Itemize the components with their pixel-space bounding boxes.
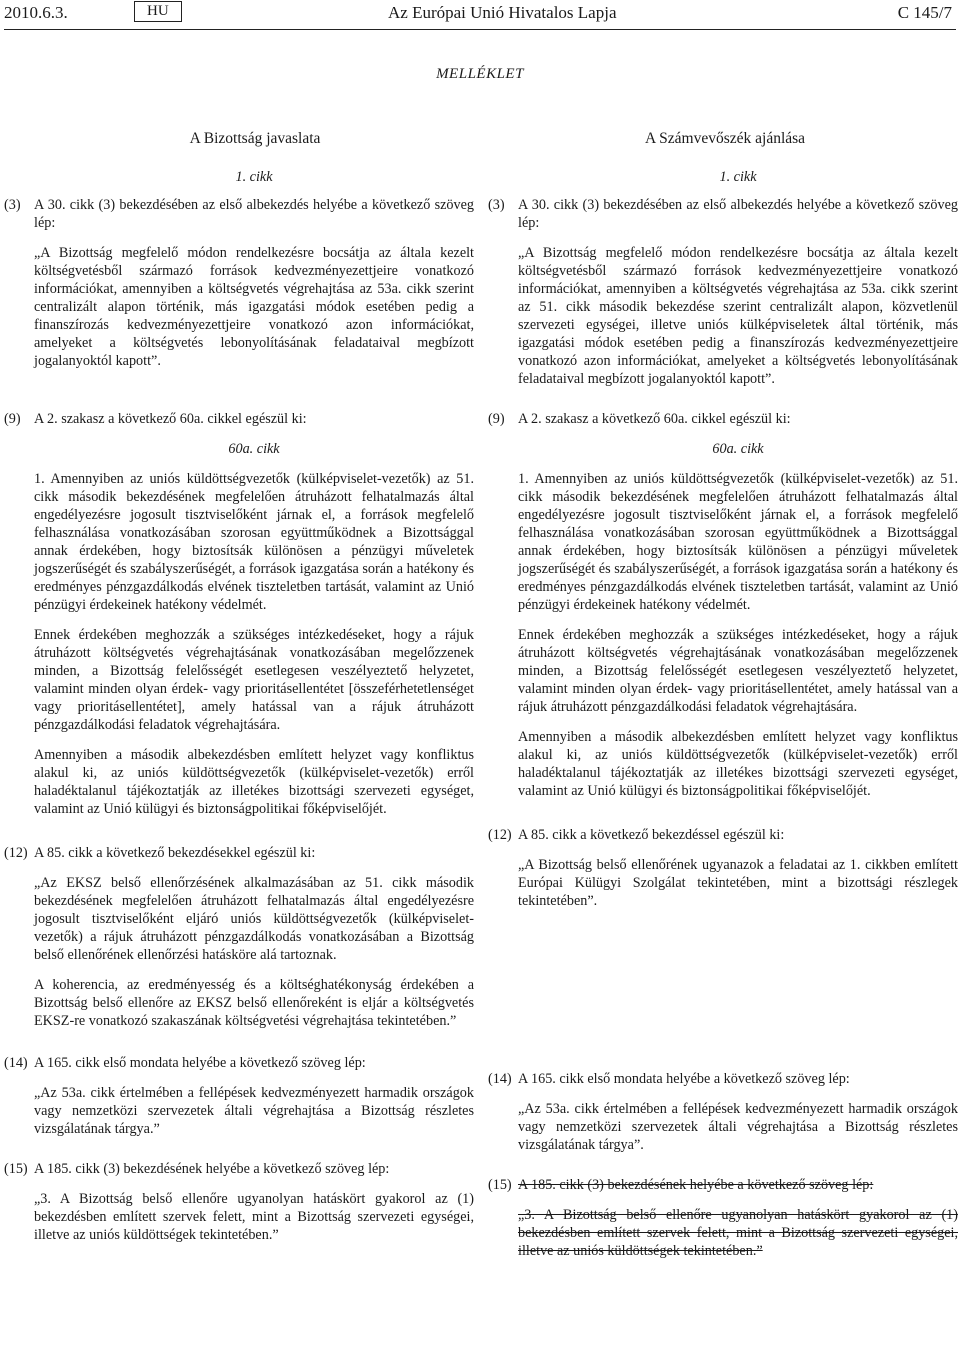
paragraph: „Az EKSZ belső ellenőrzésének alkalmazásában az 51. cikk második bekezdésének megfelelően átruházott felhatalmazás által engedélyezésre jogosult tisztviselőként eljáró uniós küldöttségvezetők (külképviselet-vezetők) a rájuk átruházott pénzgazdálkodás vonatkozásában a Bizottság belső ellenőrének ellenőrzési hatásköre alá tartoznak.: [34, 875, 474, 963]
item-number: (15): [4, 1161, 28, 1177]
paragraph: „Az 53a. cikk értelmében a fellépések kedvezményezett harmadik országok vagy nemzetközi szervezetek általi végrehajtása a Bizottság részletes vizsgálatának tárgya”.: [518, 1101, 958, 1153]
item-number: (12): [4, 845, 28, 861]
item-3: [4, 196, 474, 232]
item-number: (14): [4, 1055, 28, 1071]
item-14: [488, 1070, 958, 1088]
paragraph: 1. Amennyiben az uniós küldöttségvezetők (külképviselet-vezetők) az 51. cikk második bekezdésének megfelelően átruházott felhatalmazás által engedélyezésre jogosult tisztviselőként járnak el, a források megfelelő felhasználása vonatkozásában szorosan együttműködnek a Bizottsággal annak érdekében, hogy biztosítsák különösen a pénzügyi műveletek jogszerűségét és szabályszerűségét, a források igazgatása során a hatékony és eredményes pénzgazdálkodás elvének tiszteletben tartását, valamint az Unió pénzügyi érdekeinek hatékony védelmét.: [518, 471, 958, 613]
paragraph: „3. A Bizottság belső ellenőre ugyanolyan hatáskört gyakorol az (1) bekezdésben említett szervek felett, mint a Bizottság szervezeti egységei, illetve az uniós küldöttségek tekintetében.”: [34, 1191, 474, 1243]
item-14: [4, 1054, 474, 1072]
item-number: (9): [4, 411, 21, 427]
item-3: [488, 196, 958, 232]
item-15: [4, 1160, 474, 1178]
paragraph: A koherencia, az eredményesség és a költséghatékonyság érdekében a Bizottság belső ellenőre az EKSZ belső ellenőreként is eljár a költségvetés EKSZ-re vonatkozó szakaszának költségvetési végrehajtása tekintetében.”: [34, 977, 474, 1029]
item-text: A 185. cikk (3) bekezdésének helyébe a következő szöveg lép:: [518, 1177, 874, 1193]
header-date: 2010.6.3.: [4, 3, 68, 22]
paragraph: Ennek érdekében meghozzák a szükséges intézkedéseket, hogy a rájuk átruházott költségvetés végrehajtásának vonatkozásában megelőzzenek minden, a Bizottság felelősségét esetlegesen veszélyeztető helyzetet, valamint minden olyan érdek- vagy prioritásellentétet [összeférhetetlenséget vagy prioritásellentétet], amely hatással van a rájuk átruházott pénzgazdálkodási feladatok végrehajtására.: [34, 627, 474, 733]
paragraph: Ennek érdekében meghozzák a szükséges intézkedéseket, hogy a rájuk átruházott költségvetés végrehajtásának vonatkozásában megelőzzenek minden, a Bizottság felelősségét esetlegesen veszélyeztető helyzetet, valamint minden olyan érdek- vagy prioritásellentétet, amely hatással van a rájuk átruházott pénzgazdálkodási feladatok végrehajtására.: [518, 627, 958, 715]
paragraph: Amennyiben a második albekezdésben említett helyzet vagy konfliktus alakul ki, az uniós küldöttségvezetők (külképviselet-vezetők) erről haladéktalanul tájékoztatják az illetékes bizottsági szervezeti egységet, valamint az Unió külügyi és biztonságpolitikai főképviselőjét.: [34, 747, 474, 817]
item-number: (15): [488, 1177, 512, 1193]
item-text: A 30. cikk (3) bekezdésében az első albekezdés helyébe a következő szöveg lép:: [34, 197, 474, 231]
paragraph: 1. Amennyiben az uniós küldöttségvezetők (külképviselet-vezetők) az 51. cikk második bekezdésének megfelelően átruházott felhatalmazás által engedélyezésre jogosult tisztviselőként járnak el, a források megfelelő felhasználása vonatkozásában szorosan együttműködnek a Bizottsággal annak érdekében, hogy biztosítsák különösen a pénzügyi műveletek jogszerűségét és szabályszerűségét, a források igazgatása során a hatékony és eredményes pénzgazdálkodás elvének tiszteletben tartását, valamint az Unió pénzügyi érdekeinek hatékony védelmét.: [34, 471, 474, 613]
header-rule: [4, 29, 956, 30]
paragraph: „3. A Bizottság belső ellenőre ugyanolyan hatáskört gyakorol az (1) bekezdésben említett szervek felett, mint a Bizottság szervezeti egységei, illetve az uniós küldöttségek tekintetében.”: [518, 1207, 958, 1259]
left-column-heading: A Bizottság javaslata: [189, 130, 321, 147]
item-12: [4, 844, 474, 862]
item-text: A 85. cikk a következő bekezdéssel egészül ki:: [518, 827, 785, 843]
right-column: [488, 168, 958, 1260]
item-text: A 30. cikk (3) bekezdésében az első albekezdés helyébe a következő szöveg lép:: [518, 197, 958, 231]
paragraph: Amennyiben a második albekezdésben említett helyzet vagy konfliktus alakul ki, az uniós küldöttségvezetők (külképviselet-vezetők) erről haladéktalanul tájékoztatják az illetékes bizottsági szervezeti egységet, valamint az Unió külügyi és biztonságpolitikai főképviselőjét.: [518, 729, 958, 799]
paragraph: „Az 53a. cikk értelmében a fellépések kedvezményezett harmadik országok vagy nemzetközi szervezetek általi végrehajtása a Bizottság részletes vizsgálatának tárgya.”: [34, 1085, 474, 1137]
item-12: [488, 826, 958, 844]
item-text: A 165. cikk első mondata helyébe a következő szöveg lép:: [518, 1071, 850, 1087]
item-text: A 2. szakasz a következő 60a. cikkel egészül ki:: [34, 411, 307, 427]
paragraph: „A Bizottság belső ellenőrének ugyanazok a feladatai az 1. cikkben említett Európai Külügyi Szolgálat tekintetében, mint a bizottsági részlegek tekintetében”.: [518, 857, 958, 909]
right-column-heading: A Számvevőszék ajánlása: [644, 130, 806, 147]
item-number: (9): [488, 411, 505, 427]
article-label: 1. cikk: [719, 169, 757, 185]
item-9: [488, 410, 958, 428]
item-number: (3): [4, 197, 21, 213]
left-column: [4, 168, 474, 1244]
item-number: (14): [488, 1071, 512, 1087]
paragraph: „A Bizottság megfelelő módon rendelkezésre bocsátja az általa kezelt költségvetésből származó források kedvezményezettjeire vonatkozó információkat, amennyiben a költségvetés végrehajtása az 53a. cikk szerint centralizált alapon történik, más igazgatási módok esetében pedig a finanszírozás kedvezményezettjeire vonatkozó azon információkat, amelyeket a költségvetés lebonyolításának feladataival megbízott jogalanyoktól kapott”.: [34, 245, 474, 369]
item-number: (12): [488, 827, 512, 843]
article-label: 60a. cikk: [228, 441, 280, 457]
page-header: [0, 0, 960, 28]
language-badge: HU: [134, 1, 182, 22]
item-text: A 2. szakasz a következő 60a. cikkel egészül ki:: [518, 411, 791, 427]
article-label: 1. cikk: [235, 169, 273, 185]
journal-title: Az Európai Unió Hivatalos Lapja: [388, 3, 617, 22]
item-text: A 165. cikk első mondata helyébe a következő szöveg lép:: [34, 1055, 366, 1071]
item-15: [488, 1176, 958, 1194]
item-number: (3): [488, 197, 505, 213]
page-number: C 145/7: [897, 3, 952, 22]
item-text: A 85. cikk a következő bekezdésekkel egészül ki:: [34, 845, 316, 861]
annex-title: MELLÉKLET: [436, 66, 524, 82]
item-text: A 185. cikk (3) bekezdésének helyébe a következő szöveg lép:: [34, 1161, 390, 1177]
paragraph: „A Bizottság megfelelő módon rendelkezésre bocsátja az általa kezelt költségvetésből származó források kedvezményezettjeire vonatkozó információkat, amennyiben a költségvetés végrehajtása az 53a. cikk szerint az 51. cikk második bekezdése szerint centralizált alapon, közvetlenül szervezeti egységei, illetve uniós külképviseletek által történik, más igazgatási módok esetében pedig a finanszírozás kedvezményezettjeire vonatkozó azon információkat, amelyeket a költségvetés lebonyolításának feladataival megbízott jogalanyoktól kapott”.: [518, 245, 958, 387]
item-9: [4, 410, 474, 428]
article-label: 60a. cikk: [712, 441, 764, 457]
